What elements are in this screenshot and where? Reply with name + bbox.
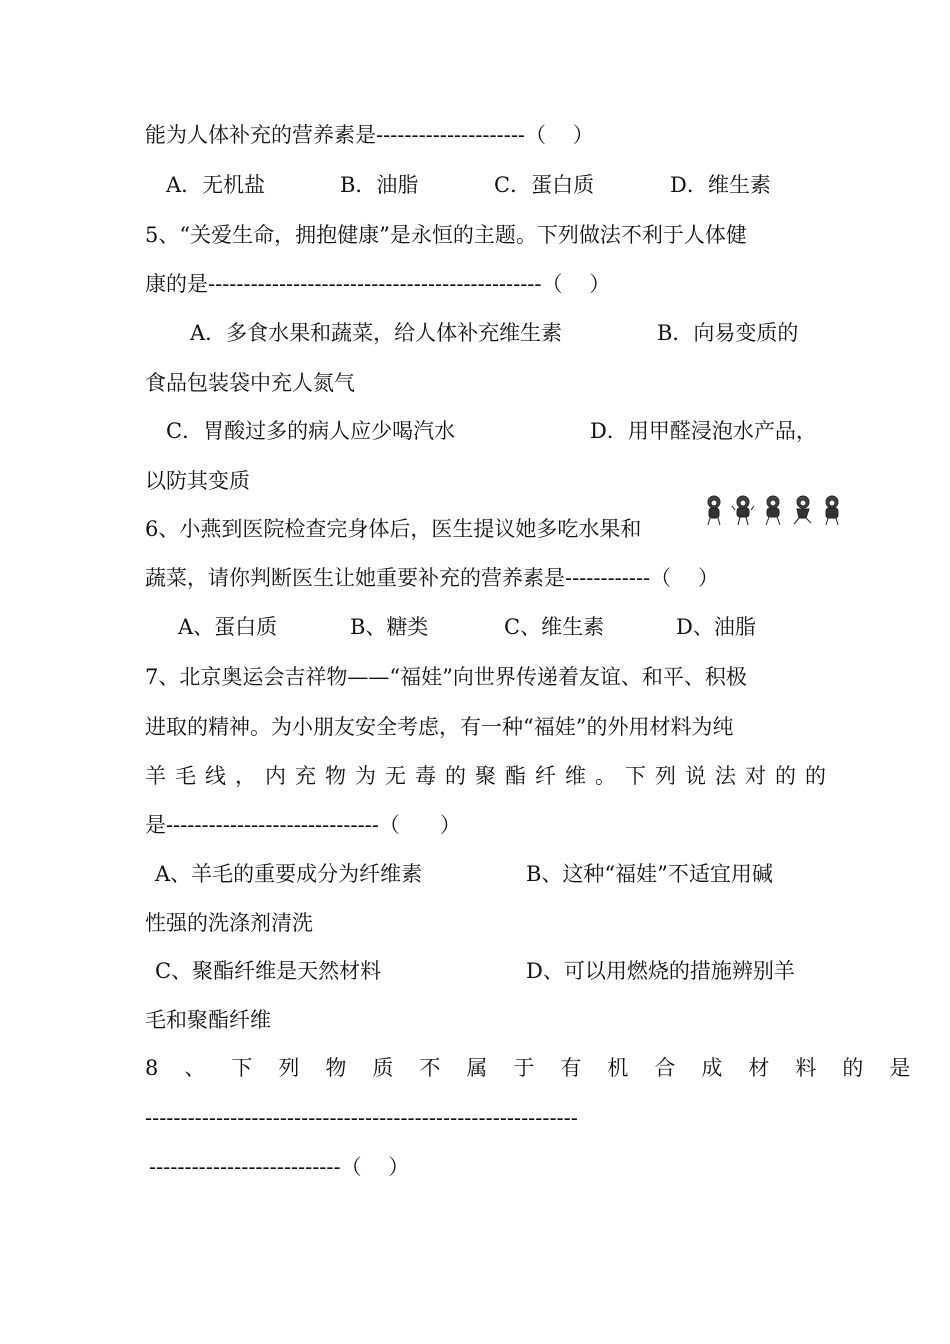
q8-answer-line: ---------------------------（ ） [149, 1155, 410, 1179]
q7-option-a: A、羊毛的重要成分为纤维素 [155, 862, 423, 886]
q6-option-a: A、蛋白质 [178, 615, 278, 639]
q5-stem-line1: 5、“关爱生命，拥抱健康”是永恒的主题。下列做法不利于人体健 [145, 223, 747, 247]
q7-stem-line3 [145, 761, 835, 791]
q6-option-b: B、糖类 [350, 615, 429, 639]
q7-stem-line3-text: 羊毛线，内充物为无毒的聚酯纤维。下列说法对的的 [145, 764, 835, 788]
q5-option-d: D．用甲醛浸泡水产品， [590, 419, 817, 443]
q7-option-b-cont: 性强的洗涤剂清洗 [145, 911, 313, 935]
q7-stem-line1: 7、北京奥运会吉祥物——“福娃”向世界传递着友谊、和平、积极 [145, 665, 747, 689]
q5-option-c: C．胃酸过多的病人应少喝汽水 [166, 419, 456, 443]
q5-stem-line2: 康的是-----------------------------------------------（ ） [145, 272, 611, 296]
q6-stem-line2: 蔬菜，请你判断医生让她重要补充的营养素是------------（ ） [145, 566, 719, 590]
fuwa-mascots-image [702, 494, 844, 526]
mascot-3 [766, 496, 780, 525]
mascot-5 [826, 496, 838, 525]
q5-option-b-cont: 食品包装袋中充人氮气 [145, 371, 355, 395]
q6-option-c: C、维生素 [504, 615, 605, 639]
mascot-4 [794, 496, 811, 524]
q4-stem: 能为人体补充的营养素是---------------------（ ） [145, 123, 594, 147]
q7-stem-line4: 是------------------------------（ ） [145, 813, 461, 837]
q4-option-b: B．油脂 [340, 173, 419, 197]
q8-dash-line: ------------------------------------------------------------- [145, 1106, 578, 1130]
q5-option-a: A．多食水果和蔬菜，给人体补充维生素 [190, 321, 563, 345]
q4-option-a: A．无机盐 [166, 173, 266, 197]
q8-stem-line1: 8、下列物质不属于有机合成材料的是 [145, 1056, 937, 1080]
q7-stem-line2: 进取的精神。为小朋友安全考虑，有一种“福娃”的外用材料为纯 [145, 715, 734, 739]
q7-option-d: D、可以用燃烧的措施辨别羊 [526, 959, 795, 983]
q5-option-d-cont: 以防其变质 [145, 469, 250, 493]
mascot-2 [732, 496, 754, 525]
q7-option-b: B、这种“福娃”不适宜用碱 [526, 862, 773, 886]
q4-option-c: C．蛋白质 [494, 173, 595, 197]
q7-option-c: C、聚酯纤维是天然材料 [155, 959, 382, 983]
q4-option-d: D．维生素 [670, 173, 771, 197]
q6-stem-line1: 6、小燕到医院检查完身体后，医生提议她多吃水果和 [145, 517, 642, 541]
q6-option-d: D、油脂 [676, 615, 756, 639]
q5-option-b: B．向易变质的 [657, 321, 799, 345]
q7-option-d-cont: 毛和聚酯纤维 [145, 1008, 271, 1032]
mascot-1 [708, 496, 720, 525]
